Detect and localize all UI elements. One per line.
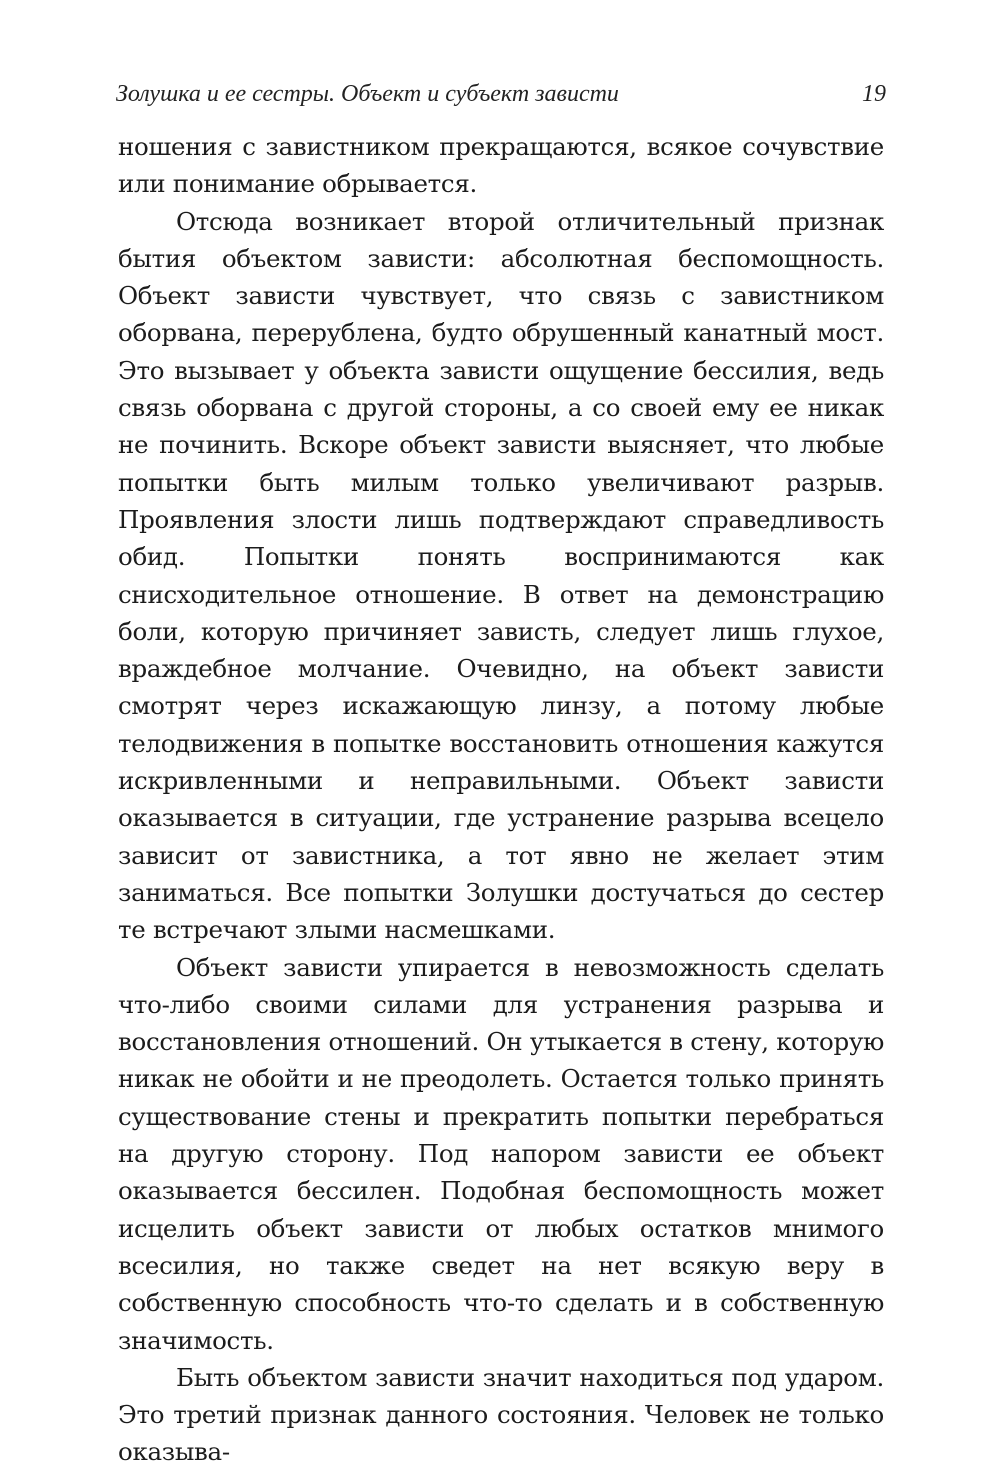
paragraph: Отсюда возникает второй отличительный признак бытия объектом зависти: абсолютная беспомощность. Объект зависти чувствует, что связь с завистником оборвана, перерублена, будто обрушенный канатный мост. Это вызывает у объекта зависти ощущение бессилия, ведь связь оборвана с другой стороны, а со своей ему ее никак не починить. Вскоре объект зависти выясняет, что любые попытки быть милым только увеличивают разрыв. Проявления злости лишь подтверждают справедливость обид. Попытки понять воспринимаются как снисходительное отношение. В ответ на демонстрацию боли, которую причиняет зависть, следует лишь глухое, враждебное молчание. Очевидно, на объект зависти смотрят через искажающую линзу, а потому любые телодвижения в попытке восстановить отношения кажутся искривленными и неправильными. Объект зависти оказывается в ситуации, где устранение разрыва всецело зависит от завистника, а тот явно не желает этим заниматься. Все попытки Золушки достучаться до сестер те встречают злыми насмешками. xyxy=(118,206,884,945)
paragraph-last: Быть объектом зависти значит находиться под ударом. Это третий признак данного состояния. Человек не только оказыва- xyxy=(118,1362,884,1467)
paragraph-continued: ношения с завистником прекращаются, всякое сочувствие или понимание обрывается. xyxy=(118,132,884,199)
page-number: 19 xyxy=(862,81,886,107)
running-head xyxy=(116,78,886,110)
running-title: Золушка и ее сестры. Объект и субъект зависти xyxy=(116,81,619,107)
body-text xyxy=(118,128,884,1471)
paragraph: Объект зависти упирается в невозможность сделать что-либо своими силами для устранения разрыва и восстановления отношений. Он утыкается в стену, которую никак не обойти и не преодолеть. Остается только принять существование стены и прекратить попытки перебраться на другую сторону. Под напором зависти ее объект оказывается бессилен. Подобная беспомощность может исцелить объект зависти от любых остатков мнимого всесилия, но также сведет на нет всякую веру в собственную способность что-то сделать и в собственную значимость. xyxy=(118,952,884,1355)
